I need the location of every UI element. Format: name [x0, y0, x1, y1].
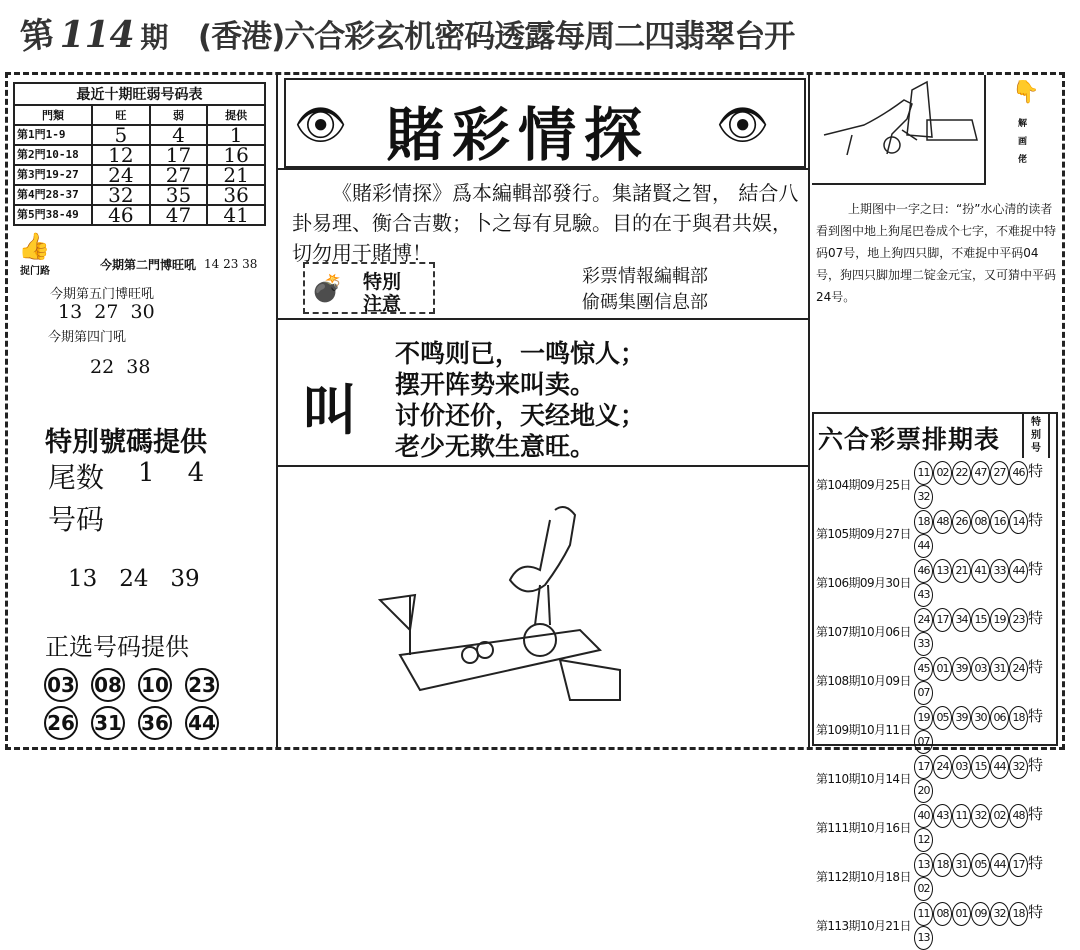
history-row	[816, 803, 1056, 852]
pick-number: 44	[185, 706, 219, 740]
special-title: 特別號碼提供	[45, 427, 207, 458]
special-number: 44	[914, 534, 933, 558]
special-number: 07	[914, 681, 933, 705]
special-number: 33	[914, 632, 933, 656]
special-number: 02	[914, 877, 933, 901]
thumbs-up-icon: 👍	[18, 232, 51, 262]
ball-number: 13	[914, 853, 933, 877]
door-value: 17	[150, 145, 208, 165]
draw-numbers	[914, 754, 1056, 803]
masthead-title: 賭彩情探	[386, 101, 651, 169]
ball-number: 47	[971, 461, 990, 485]
riddle-illustration	[812, 75, 986, 185]
door-value: 1	[207, 125, 265, 145]
ball-number: 03	[952, 755, 971, 779]
ball-number: 18	[933, 853, 952, 877]
history-row	[816, 607, 1056, 656]
ball-number: 40	[914, 804, 933, 828]
ball-number: 08	[971, 510, 990, 534]
history-row	[816, 901, 1056, 950]
draw-label: 第107期10月06日	[816, 625, 911, 639]
pick-number: 26	[44, 706, 78, 740]
history-row	[816, 656, 1056, 705]
door-range: 第2門10-18	[14, 145, 92, 165]
door-value: 36	[207, 185, 265, 205]
ball-number: 09	[971, 902, 990, 926]
ball-number: 46	[1009, 461, 1028, 485]
ball-number: 27	[990, 461, 1009, 485]
draw-label: 第108期10月09日	[816, 674, 911, 688]
history-row	[816, 558, 1056, 607]
sign1: 彩票情報編輯部	[582, 266, 708, 287]
special-mark: 特	[1028, 756, 1044, 774]
table-row	[14, 145, 265, 165]
notice-line1: 特別	[363, 271, 402, 293]
door-value: 12	[92, 145, 150, 165]
door-value: 16	[207, 145, 265, 165]
ball-number: 33	[990, 559, 1009, 583]
table-row	[14, 165, 265, 185]
door-table	[13, 82, 266, 226]
ball-number: 11	[914, 461, 933, 485]
ball-number: 05	[933, 706, 952, 730]
draw-label: 第111期10月16日	[816, 821, 911, 835]
door-value: 41	[207, 205, 265, 225]
special-number: 07	[914, 730, 933, 754]
ball-number: 18	[914, 510, 933, 534]
tail-label: 尾数	[48, 461, 105, 494]
poem-line: 摆开阵势来叫卖。	[395, 370, 596, 399]
ball-number: 45	[914, 657, 933, 681]
bomb-icon: 💣	[311, 274, 344, 304]
draw-label: 第109期10月11日	[816, 723, 911, 737]
ball-number: 44	[990, 853, 1009, 877]
ball-number: 24	[933, 755, 952, 779]
history-row	[816, 460, 1056, 509]
page-header	[17, 8, 795, 59]
col-header: 提供	[207, 105, 265, 125]
intro-text: 《賭彩情探》爲本編輯部發行。集諸賢之智， 結合八卦易理、衡合吉數；卜之每有見驗。目的在于與君共娱，切勿用于賭博！	[292, 181, 799, 265]
ball-number: 17	[914, 755, 933, 779]
ball-number: 32	[971, 804, 990, 828]
col-header: 弱	[150, 105, 208, 125]
ball-number: 23	[1009, 608, 1028, 632]
special-mark: 特	[1028, 707, 1044, 725]
tip-line1-nums: 14 23 38	[204, 257, 258, 271]
ball-number: 02	[990, 804, 1009, 828]
col-header: 旺	[92, 105, 150, 125]
divider	[278, 168, 808, 170]
header-title: (香港)六合彩玄机密码透露每周二四翡翠台开	[197, 19, 795, 55]
ball-number: 01	[952, 902, 971, 926]
col-header: 門類	[14, 105, 92, 125]
ball-number: 17	[1009, 853, 1028, 877]
notice-box	[303, 262, 435, 314]
ball-number: 24	[914, 608, 933, 632]
door-value: 46	[92, 205, 150, 225]
eye-icon: 👁	[294, 100, 348, 149]
ball-number: 14	[1009, 510, 1028, 534]
special-mark: 特	[1028, 560, 1044, 578]
poem-line: 老少无欺生意旺。	[395, 432, 596, 461]
pick-number: 03	[44, 668, 78, 702]
history-row	[816, 852, 1056, 901]
ball-number: 18	[1009, 902, 1028, 926]
issue-prefix: 第	[17, 13, 58, 59]
ball-number: 32	[1009, 755, 1028, 779]
ball-number: 44	[990, 755, 1009, 779]
ball-number: 19	[914, 706, 933, 730]
ball-number: 03	[971, 657, 990, 681]
draw-numbers	[914, 607, 1056, 656]
issue-number: 114	[59, 14, 135, 56]
history-row	[816, 754, 1056, 803]
ball-number: 16	[990, 510, 1009, 534]
pick-number: 10	[138, 668, 172, 702]
draw-label: 第106期09月30日	[816, 576, 911, 590]
draw-label: 第112期10月18日	[816, 870, 911, 884]
picks-title: 正选号码提供	[45, 633, 189, 661]
pick-number: 23	[185, 668, 219, 702]
special-mark: 特	[1028, 854, 1044, 872]
eye-icon: 👁	[716, 100, 770, 149]
door-range: 第3門19-27	[14, 165, 92, 185]
tip-label: 捉门路	[20, 266, 50, 277]
pick-number: 36	[138, 706, 172, 740]
door-value: 32	[92, 185, 150, 205]
special-header: 特别号	[1022, 414, 1050, 458]
special-number: 12	[914, 828, 933, 852]
ball-number: 46	[914, 559, 933, 583]
table-row	[14, 205, 265, 225]
pick-number: 31	[91, 706, 125, 740]
ball-number: 31	[990, 657, 1009, 681]
ball-number: 32	[990, 902, 1009, 926]
special-mark: 特	[1028, 609, 1044, 627]
door-range: 第1門1-9	[14, 125, 92, 145]
draw-numbers	[914, 852, 1056, 901]
ball-number: 08	[933, 902, 952, 926]
draw-label: 第104期09月25日	[816, 478, 911, 492]
dog-illustration	[812, 75, 982, 175]
poem	[395, 338, 645, 462]
draw-numbers	[914, 705, 1056, 754]
ball-number: 11	[914, 902, 933, 926]
ball-number: 43	[933, 804, 952, 828]
poem-line: 不鸣则已，一鸣惊人；	[395, 339, 646, 368]
history-row	[816, 509, 1056, 558]
ball-number: 02	[933, 461, 952, 485]
draw-numbers	[914, 460, 1056, 509]
ball-number: 18	[1009, 706, 1028, 730]
masthead	[284, 78, 806, 168]
ball-number: 34	[952, 608, 971, 632]
pointing-hand-icon: 👇	[1012, 80, 1040, 105]
ball-number: 15	[971, 755, 990, 779]
draw-numbers	[914, 803, 1056, 852]
pick-number: 08	[91, 668, 125, 702]
issue-suffix: 期	[140, 21, 169, 54]
ball-number: 22	[952, 461, 971, 485]
ball-number: 48	[1009, 804, 1028, 828]
draw-numbers	[914, 656, 1056, 705]
riddle-text: 上期图中一字之曰：“扮”水心清的读者看到图中地上狗尾巴卷成个七字，不难捉中特码07号，地上狗四只脚，不难捉中平码04号，狗四只脚加埋二锭金元宝，又可猜中平码24号。	[816, 202, 1057, 304]
ball-number: 39	[952, 706, 971, 730]
ball-number: 26	[952, 510, 971, 534]
ball-number: 41	[971, 559, 990, 583]
ball-number: 05	[971, 853, 990, 877]
tip-line2-nums: 13 27 30	[58, 301, 155, 323]
door-value: 47	[150, 205, 208, 225]
divider	[808, 75, 810, 748]
special-number: 20	[914, 779, 933, 803]
tip-line3-label: 今期第四门吼	[48, 330, 127, 345]
door-value: 4	[150, 125, 208, 145]
history-table	[816, 460, 1056, 950]
door-value: 21	[207, 165, 265, 185]
table-row	[14, 125, 265, 145]
crane-illustration	[370, 500, 640, 730]
divider	[278, 318, 808, 320]
history-title: 六合彩票排期表	[818, 425, 1001, 454]
ball-number: 44	[1009, 559, 1028, 583]
ball-number: 48	[933, 510, 952, 534]
door-value: 5	[92, 125, 150, 145]
picks-list	[44, 668, 274, 744]
draw-label: 第110期10月14日	[816, 772, 911, 786]
ball-number: 19	[990, 608, 1009, 632]
ball-number: 31	[952, 853, 971, 877]
door-range: 第4門28-37	[14, 185, 92, 205]
door-table-title: 最近十期旺弱号码表	[14, 83, 265, 105]
history-row	[816, 705, 1056, 754]
door-value: 35	[150, 185, 208, 205]
special-number: 32	[914, 485, 933, 509]
special-mark: 特	[1028, 903, 1044, 921]
tail-nums: 1 4	[138, 458, 205, 488]
special-nums: 13 24 39	[68, 566, 200, 592]
special-number: 13	[914, 926, 933, 950]
poem-big-char: 叫	[303, 378, 357, 442]
special-mark: 特	[1028, 511, 1044, 529]
ball-number: 11	[952, 804, 971, 828]
ball-number: 24	[1009, 657, 1028, 681]
tip-line3-nums: 22 38	[90, 356, 151, 378]
ball-number: 30	[971, 706, 990, 730]
draw-numbers	[914, 558, 1056, 607]
draw-label: 第113期10月21日	[816, 919, 911, 933]
ball-number: 15	[971, 608, 990, 632]
ball-number: 01	[933, 657, 952, 681]
notice-line2: 注意	[363, 293, 402, 315]
divider	[276, 75, 278, 748]
door-range: 第5門38-49	[14, 205, 92, 225]
table-row	[14, 185, 265, 205]
sign2: 偷碼集團信息部	[582, 292, 708, 313]
ball-number: 39	[952, 657, 971, 681]
ball-number: 13	[933, 559, 952, 583]
door-value: 27	[150, 165, 208, 185]
special-mark: 特	[1028, 658, 1044, 676]
special-mark: 特	[1028, 462, 1044, 480]
draw-numbers	[914, 509, 1056, 558]
ball-number: 06	[990, 706, 1009, 730]
special-mark: 特	[1028, 805, 1044, 823]
ball-number: 17	[933, 608, 952, 632]
num-label: 号码	[48, 503, 105, 536]
special-number: 43	[914, 583, 933, 607]
door-value: 24	[92, 165, 150, 185]
history-box	[812, 412, 1058, 944]
riddle-side-label: 解画佬	[1018, 119, 1028, 165]
divider	[278, 465, 808, 467]
draw-numbers	[914, 901, 1056, 950]
ball-number: 21	[952, 559, 971, 583]
draw-label: 第105期09月27日	[816, 527, 911, 541]
poem-line: 讨价还价，天经地义；	[395, 401, 646, 430]
tip-line1-label: 今期第二門博旺吼	[100, 258, 197, 272]
tip-line2-label: 今期第五门博旺吼	[50, 287, 155, 302]
